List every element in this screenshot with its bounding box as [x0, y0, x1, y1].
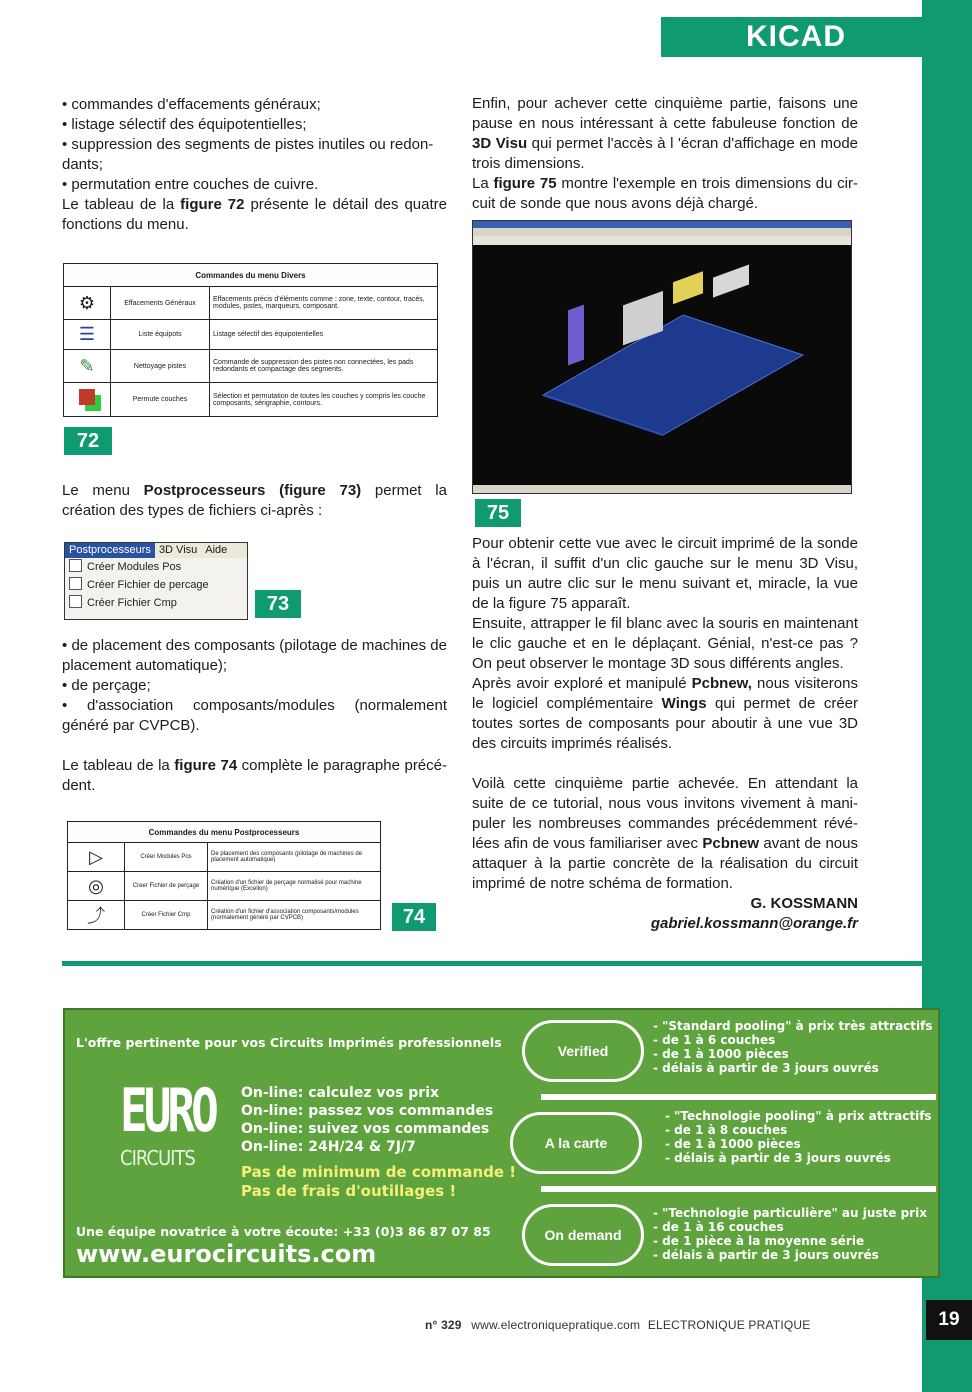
- online-list: [241, 1084, 493, 1156]
- offer-line: - délais à partir de 3 jours ouvrés: [653, 1061, 879, 1075]
- file-icon: [69, 559, 82, 572]
- promo-line: Pas de frais d'outillages !: [241, 1182, 457, 1200]
- offer-line: - "Technologie particulière" au juste prix: [653, 1206, 927, 1220]
- offer-line: - de 1 à 16 couches: [653, 1220, 784, 1234]
- eurocircuits-logo: [120, 1074, 215, 1200]
- text-span: présente le détail des quatre fonctions du menu.: [62, 196, 447, 233]
- para-3dvisu: [472, 94, 858, 174]
- text-span: nous visiterons le logiciel complémentaire: [472, 675, 858, 712]
- offer-line: - délais à partir de 3 jours ouvrés: [665, 1151, 891, 1165]
- text-span: qui permet de créer toutes sortes de composants pour aboutir à une vue 3D des circuits imprimés réalisés.: [472, 695, 859, 752]
- figure-number-73: 73: [255, 590, 301, 618]
- bold-span: 3D Visu: [472, 135, 528, 152]
- link-icon: [69, 595, 82, 608]
- right-intro: [472, 94, 858, 214]
- menu-item-cmp[interactable]: [65, 594, 247, 612]
- bullet-3: • suppression des segments de pistes inutiles ou redon-dants;: [62, 136, 434, 173]
- table-desc: Sélection et permutation de toutes les couches y compris les couche composants, sérigraphie, contours.: [210, 383, 438, 417]
- issue-number: n° 329: [425, 1318, 462, 1332]
- drill-icon: [69, 577, 82, 590]
- promo-line: Pas de minimum de commande !: [241, 1163, 517, 1181]
- offer-line: - de 1 à 8 couches: [665, 1123, 788, 1137]
- offer-line: - de 1 pièce à la moyenne série: [653, 1234, 865, 1248]
- figure-number-74: 74: [392, 903, 436, 931]
- logo-circuits: CIRCUITS: [120, 1146, 195, 1170]
- bullet-4: • permutation entre couches de cuivre.: [62, 176, 319, 193]
- offer-line: - de 1 à 1000 pièces: [665, 1137, 801, 1151]
- bullet-1: • commandes d'effacements généraux;: [62, 96, 321, 113]
- footer-site: www.electroniquepratique.com: [471, 1318, 641, 1332]
- author-name: G. KOSSMANN: [750, 895, 858, 912]
- online-line: On-line: calculez vos prix: [241, 1085, 440, 1101]
- text-span: Le menu: [62, 482, 144, 499]
- left-intro: [62, 95, 447, 235]
- eurocircuits-ad: [63, 1008, 940, 1278]
- bullet-association: • d'association composants/modules (normalement généré par CVPCB).: [62, 697, 447, 734]
- bullet-placement: • de placement des composants (pilotage de machines de placement automatique);: [62, 637, 447, 674]
- section-banner: KICAD: [661, 17, 922, 57]
- footer-magazine: ELECTRONIQUE PRATIQUE: [647, 1318, 811, 1332]
- table-fn: Effacements Généraux: [111, 287, 210, 320]
- offer-line: - "Technologie pooling" à prix attractifs: [665, 1109, 932, 1123]
- online-line: On-line: suivez vos commandes: [241, 1121, 490, 1137]
- eraser-icon: ⚙: [64, 287, 111, 320]
- table-fn: Liste équipots: [111, 320, 210, 350]
- text-span: Après avoir exploré et manipulé: [472, 675, 692, 692]
- bullet-2: • listage sélectif des équipotentielles;: [62, 116, 307, 133]
- text-span: Le tableau de la: [62, 196, 181, 213]
- bullet-percage: • de perçage;: [62, 677, 151, 694]
- para-drag: Ensuite, attrapper le fil blanc avec la souris en maintenant le clic gauche et en le déplaçant. Génial, n'est-ce pas ? On peut observer le montage 3D sous différents angles.: [472, 615, 858, 672]
- section-divider: [62, 961, 922, 966]
- online-line: On-line: passez vos commandes: [241, 1103, 494, 1119]
- online-line: On-line: 24H/24 & 7J/7: [241, 1139, 416, 1155]
- para-conclusion: [472, 774, 858, 894]
- window-titlebar: [473, 221, 851, 228]
- text-span: La: [472, 175, 494, 192]
- table-title: Commandes du menu Divers: [64, 264, 438, 287]
- bold-span: figure 75: [493, 175, 557, 192]
- ad-contact: Une équipe novatrice à votre écoute: +33 (0)3 86 87 07 85: [76, 1224, 491, 1239]
- menu-item-percage[interactable]: [65, 576, 247, 594]
- bold-span: Pcbnew,: [691, 675, 752, 692]
- figure-number-75: 75: [475, 499, 521, 527]
- text-span: Enfin, pour achever cette cinquième partie, faisons une pause en nous intéressant à cette fabuleuse fonction de: [472, 95, 858, 132]
- table-fn: Nettoyage pistes: [111, 350, 210, 383]
- page-footer: [425, 1318, 810, 1332]
- offer-alacarte-badge: A la carte: [510, 1112, 642, 1174]
- para-fig73: [62, 481, 447, 521]
- menu-item-label: Créer Fichier de percage: [87, 579, 209, 591]
- menu-3d-visu[interactable]: 3D Visu: [158, 544, 198, 556]
- bold-span: figure 72: [180, 196, 245, 213]
- text-span: Le tableau de la: [62, 757, 175, 774]
- 3d-view-screenshot: [472, 220, 852, 494]
- offer-line: - "Standard pooling" à prix très attractifs: [653, 1019, 933, 1033]
- menu-bar: [65, 543, 247, 558]
- para-fig75: [472, 174, 858, 214]
- ad-headline: L'offre pertinente pour vos Circuits Imprimés professionnels: [76, 1035, 502, 1050]
- offer-line: - délais à partir de 3 jours ouvrés: [653, 1248, 879, 1262]
- text-span: Voilà cette cinquième partie achevée. En attendant la suite de ce tutorial, nous vous invitons vivement à mani-puler les nombreuses commandes précédemment révé-lées afin de vous familiariser avec: [472, 775, 858, 852]
- text-span: montre l'exemple en trois dimensions du cir-cuit de sonde que nous avons déjà chargé.: [472, 175, 859, 212]
- table-fn: Créer Modules Pos: [125, 843, 208, 872]
- menu-item-modules-pos[interactable]: [65, 558, 247, 576]
- pcb-3d-render: [473, 245, 851, 485]
- drill-icon: ◎: [68, 872, 125, 901]
- table-fn: Créer Fichier Cmp: [125, 901, 208, 930]
- bold-span: Postprocesseurs (figure 73): [143, 482, 362, 499]
- bold-span: Wings: [661, 695, 707, 712]
- postprocessor-menu: [64, 542, 248, 620]
- offer-ondemand-details: [653, 1206, 927, 1262]
- table-fig74: [67, 821, 381, 930]
- ad-url[interactable]: www.eurocircuits.com: [76, 1240, 377, 1268]
- bold-span: figure 74: [174, 757, 238, 774]
- ad-promo: [241, 1163, 516, 1201]
- menu-item-label: Créer Modules Pos: [87, 561, 182, 573]
- table-desc: Listage sélectif des équipotentielles: [210, 320, 438, 350]
- para-fig72: [62, 195, 447, 235]
- offer-line: - de 1 à 1000 pièces: [653, 1047, 789, 1061]
- ad-white-band: [541, 1094, 936, 1100]
- brush-icon: ✎: [64, 350, 111, 383]
- para-fig74: [62, 756, 447, 796]
- window-statusbar: [473, 485, 851, 493]
- window-toolbar: [473, 236, 851, 245]
- logo-euro: EURO: [120, 1074, 215, 1146]
- menu-aide[interactable]: Aide: [205, 544, 228, 556]
- menu-item-label: Créer Fichier Cmp: [87, 597, 177, 609]
- list-icon: ☰: [64, 320, 111, 350]
- ad-white-band: [541, 1186, 936, 1192]
- offer-verified-details: [653, 1019, 933, 1075]
- placement-icon: ▷: [68, 843, 125, 872]
- text-span: avant de nous attaquer à la partie concrète de la réalisation du circuit imprimé de notre schéma de formation.: [472, 835, 858, 892]
- author-email[interactable]: gabriel.kossmann@orange.fr: [650, 915, 858, 932]
- offer-verified-badge: Verified: [522, 1020, 644, 1082]
- window-menubar: [473, 228, 851, 236]
- right-body: [472, 534, 858, 934]
- table-desc: Effacements précis d'éléments comme : zone, texte, contour, tracés, modules, pistes, marqueurs, composant.: [210, 287, 438, 320]
- text-span: permet la création des types de fichiers ci-après :: [62, 482, 447, 519]
- offer-line: - de 1 à 6 couches: [653, 1033, 776, 1047]
- page-number: 19: [926, 1300, 972, 1340]
- table-fig72: [63, 263, 438, 417]
- table-title: Commandes du menu Postprocesseurs: [68, 822, 381, 843]
- text-span: qui permet l'accès à l 'écran d'affichage en mode trois dimensions.: [472, 135, 859, 172]
- bullets-2: [62, 636, 447, 796]
- table-desc: De placement des composants (pilotage de machines de placement automatique): [208, 843, 381, 872]
- offer-alacarte-details: [665, 1109, 932, 1165]
- text-span: complète le paragraphe précé-dent.: [62, 757, 447, 794]
- layers-icon: [64, 383, 111, 417]
- figure-number-72: 72: [64, 427, 112, 455]
- table-desc: Création d'un fichier de perçage normalisé pour machine numérique (Excellon): [208, 872, 381, 901]
- table-fn: Creer Fichier de perçage: [125, 872, 208, 901]
- bold-span: Pcbnew: [702, 835, 760, 852]
- table-desc: Commande de suppression des pistes non connectées, les pads redondants et compactage des segments.: [210, 350, 438, 383]
- menu-postprocesseurs[interactable]: Postprocesseurs: [65, 543, 155, 558]
- para-obtain: Pour obtenir cette vue avec le circuit imprimé de la sonde à l'écran, il suffit d'un clic gauche sur le menu 3D Visu, puis un autre clic sur le menu suivant et, miracle, la vue de la figure 75 apparaît.: [472, 535, 858, 612]
- association-icon: ⤴: [68, 901, 125, 930]
- para-wings: [472, 674, 858, 754]
- offer-ondemand-badge: On demand: [522, 1204, 644, 1266]
- table-fn: Permute couches: [111, 383, 210, 417]
- table-desc: Création d'un fichier d'association composants/modules (normalement généré par CVPCB): [208, 901, 381, 930]
